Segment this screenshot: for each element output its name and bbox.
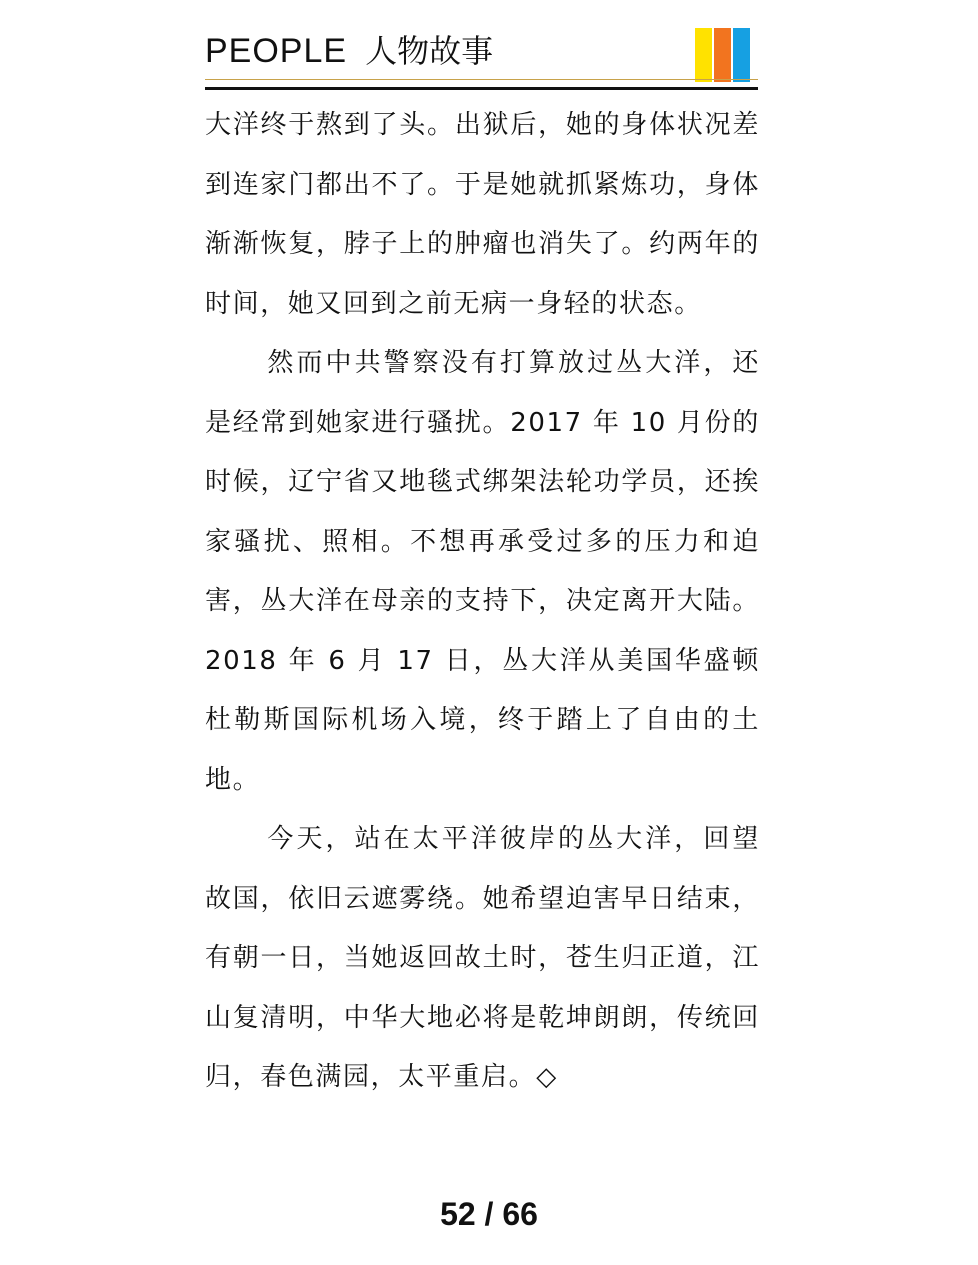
yellow-bar xyxy=(695,28,712,82)
section-title-english: PEOPLE xyxy=(205,32,348,70)
article-paragraph-3: 今天，站在太平洋彼岸的丛大洋，回望故国，依旧云遮雾绕。她希望迫害早日结束，有朝一日，当她返回故土时，苍生归正道，江山复清明，中华大地必将是乾坤朗朗，传统回归，春色满园，太平重启。◇ xyxy=(205,824,760,1092)
article-body xyxy=(205,96,760,1108)
orange-bar xyxy=(714,28,731,82)
section-title-chinese: 人物故事 xyxy=(365,32,494,70)
decorative-color-bars xyxy=(695,28,751,82)
header-divider-thick xyxy=(205,87,758,90)
page-header xyxy=(205,28,758,90)
section-title xyxy=(205,34,493,68)
header-divider-thin xyxy=(205,79,758,80)
blue-bar xyxy=(733,28,750,82)
article-paragraph-1: 大洋终于熬到了头。出狱后，她的身体状况差到连家门都出不了。于是她就抓紧炼功，身体渐渐恢复，脖子上的肿瘤也消失了。约两年的时间，她又回到之前无病一身轻的状态。 xyxy=(205,110,760,319)
page-number: 52 / 66 xyxy=(440,1196,538,1232)
article-paragraph-2: 然而中共警察没有打算放过丛大洋，还是经常到她家进行骚扰。2017 年 10 月份的时候，辽宁省又地毯式绑架法轮功学员，还挨家骚扰、照相。不想再承受过多的压力和迫害，丛大洋在母亲的支持下，决定离开大陆。2018 年 6 月 17 日，丛大洋从美国华盛顿杜勒斯国际机场入境，终于踏上了自由的土地。 xyxy=(205,348,760,795)
